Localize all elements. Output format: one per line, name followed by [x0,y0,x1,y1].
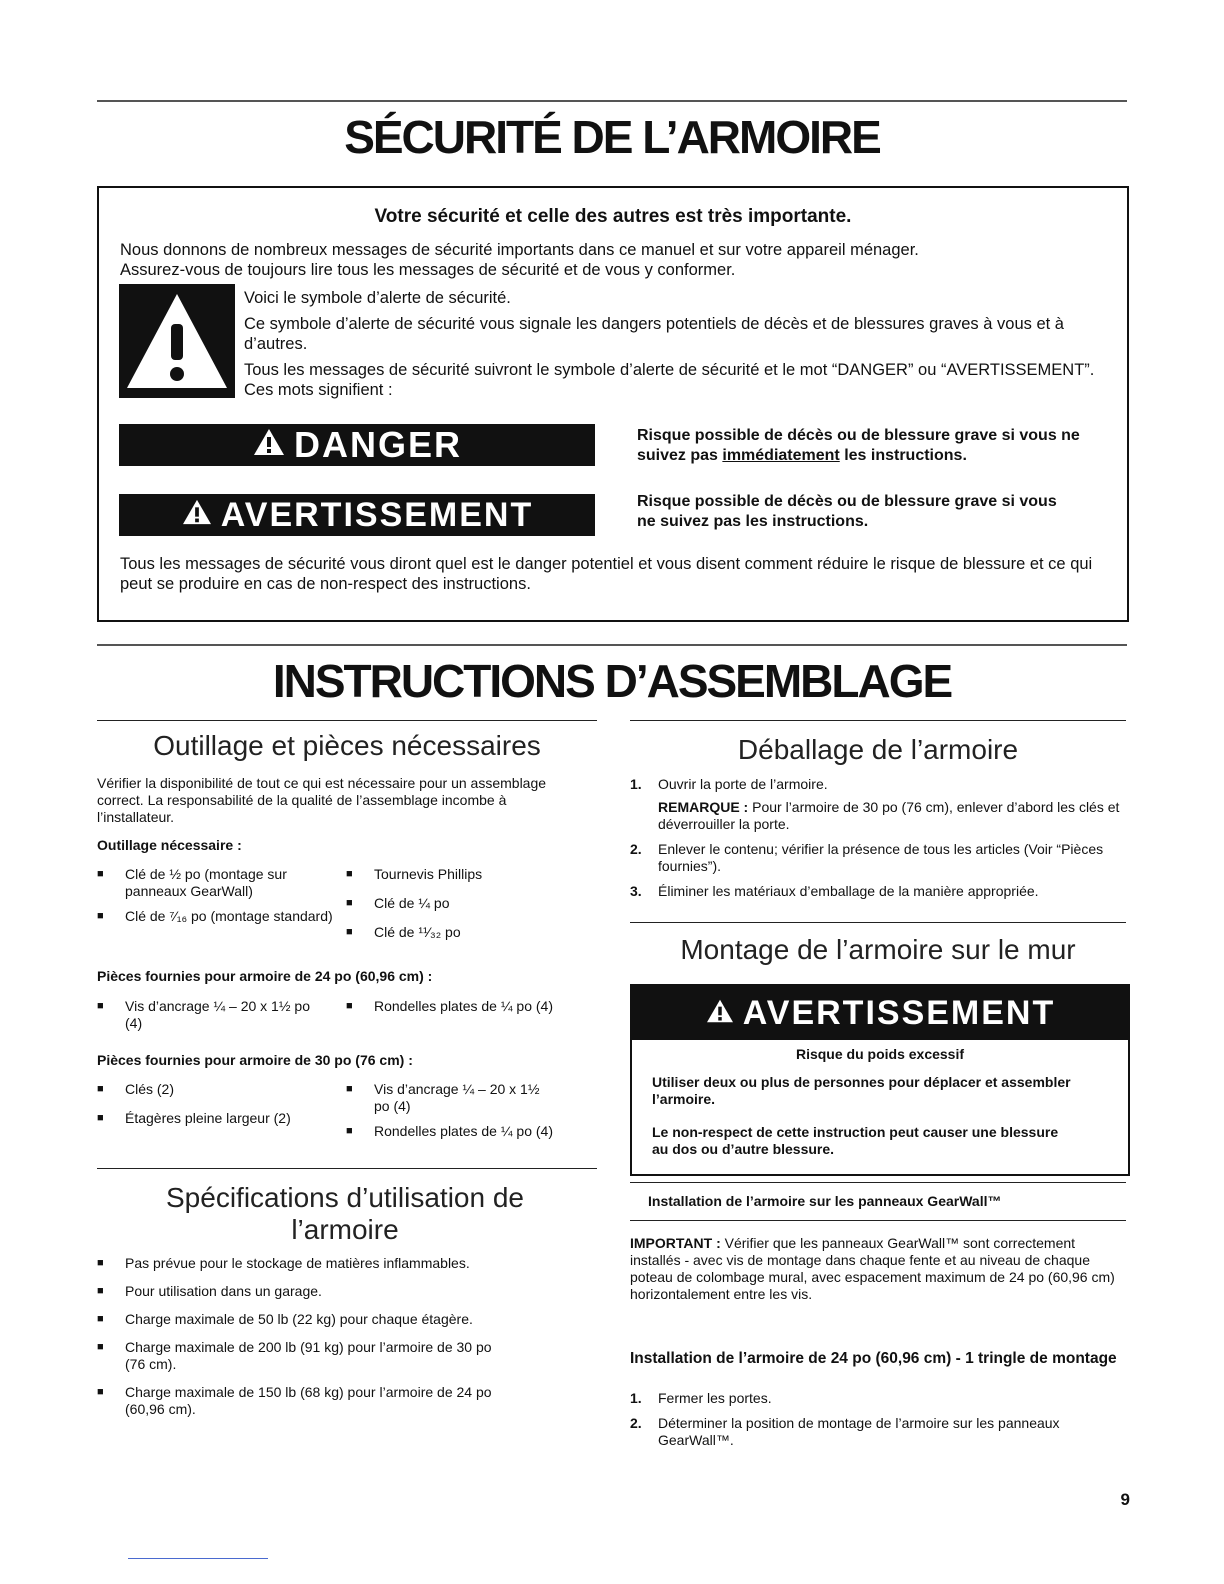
parts24-right-list [346,998,606,1023]
step-text: Déterminer la position de montage de l’armoire sur les panneaux GearWall™. [658,1415,1060,1448]
danger-desc-part-b: les instructions. [839,447,967,464]
warning-description: Risque possible de décès ou de blessure grave si vous ne suivez pas les instructions. [637,493,1057,530]
list-item [630,1415,1100,1449]
top-rule [97,100,1127,102]
install-steps [630,1390,1100,1457]
note-text: Pour l’armoire de 30 po (76 cm), enlever d’abord les clés et déverrouiller la porte. [658,799,1120,832]
warning-alert-icon [181,496,213,535]
mount-warning-box [630,984,1130,1176]
gearwall-heading: Installation de l’armoire sur les panneaux GearWall™ [648,1193,1002,1209]
symbol-text-2: Ce symbole d’alerte de sécurité vous signale les dangers potentiels de décès et de blessures graves à vous et à d’autres. [244,315,1064,353]
assembly-title: INSTRUCTIONS D’ASSEMBLAGE [272,655,952,707]
risk-text-1: Utiliser deux ou plus de personnes pour déplacer et assembler l’armoire. [652,1074,1071,1107]
danger-desc-part-a: Risque possible de décès ou de blessure grave si vous ne suivez pas [637,427,1080,464]
step-number: 2. [630,1415,642,1431]
list-item [630,776,1126,833]
step-number: 1. [630,1390,642,1406]
page-number: 9 [1120,1490,1130,1509]
note-label: REMARQUE : [658,799,749,815]
tools-right-list [346,866,586,949]
step-number: 2. [630,841,642,857]
tools-label: Outillage nécessaire : [97,837,242,853]
specs-list [97,1255,577,1426]
specs-heading: Spécifications d’utilisation de l’armoire [166,1182,524,1245]
list-item: ■ Clé de ¼ po [346,895,586,912]
assembly-rule [97,644,1127,646]
list-item: ■ Charge maximale de 50 lb (22 kg) pour chaque étagère. [97,1311,577,1328]
warning-banner [119,494,595,536]
step-text: Enlever le contenu; vérifier la présence de tous les articles (Voir “Pièces fournies”). [658,841,1104,874]
list-item: ■ Vis d’ancrage ¼ – 20 x 1½ po (4) [97,998,315,1032]
important-label: IMPORTANT : [630,1235,721,1251]
list-item: ■ Pas prévue pour le stockage de matières inflammables. [97,1255,577,1272]
install24-heading: Installation de l’armoire de 24 po (60,96 cm) - 1 tringle de montage [630,1350,1117,1367]
unpack-rule [630,720,1126,721]
parts30-right-list [346,1081,606,1148]
symbol-text-3: Tous les messages de sécurité suivront le symbole d’alerte de sécurité et le mot “DANGER” ou “AVERTISSEMENT”. Ces mots signifient : [244,361,1095,399]
step-number: 3. [630,883,642,899]
danger-desc-underlined: immédiatement [722,447,840,464]
list-item: ■ Clé de ⁷⁄₁₆ po (montage standard) [97,908,337,925]
tools-left-list [97,866,337,933]
danger-alert-icon [252,424,286,466]
danger-label: DANGER [293,424,462,465]
mount-rule [630,922,1126,923]
list-item [630,883,1126,900]
safety-intro-2: Assurez-vous de toujours lire tous les messages de sécurité et de vous y conformer. [120,261,736,279]
safety-footer: Tous les messages de sécurité vous diront quel est le danger potentiel et vous disent comment réduire le risque de blessure et ce qui peut se produire en cas de non-respect des instructions. [120,555,1093,593]
list-item: ■ Pour utilisation dans un garage. [97,1283,577,1300]
safety-intro-1: Nous donnons de nombreux messages de sécurité importants dans ce manuel et sur votre appareil ménager. [120,241,919,259]
list-item: ■ Charge maximale de 150 lb (68 kg) pour l’armoire de 24 po (60,96 cm). [97,1384,505,1418]
footer-link-rule [128,1558,268,1559]
list-item: ■ Charge maximale de 200 lb (91 kg) pour l’armoire de 30 po (76 cm). [97,1339,505,1373]
list-item: ■ Clé de ½ po (montage sur panneaux GearWall) [97,866,337,900]
list-item: ■ Rondelles plates de ¼ po (4) [346,1123,606,1140]
gearwall-rule-top [630,1182,1126,1183]
list-item [630,841,1126,875]
parts30-left-list [97,1081,337,1135]
unpack-note [658,799,1126,833]
safety-alert-symbol-icon [119,284,235,398]
tools-heading: Outillage et pièces nécessaires [153,730,541,761]
list-item: ■ Clé de ¹¹⁄₃₂ po [346,924,586,941]
parts24-left-list [97,998,337,1040]
important-text [630,1235,1122,1303]
unpack-steps [630,776,1126,908]
safety-box [97,186,1129,622]
list-item: ■ Vis d’ancrage ¼ – 20 x 1½ po (4) [346,1081,554,1115]
step-text: Ouvrir la porte de l’armoire. [658,776,828,792]
specs-rule [97,1168,597,1169]
list-item: ■ Rondelles plates de ¼ po (4) [346,998,606,1015]
mount-warning-alert-icon [705,994,735,1033]
symbol-text-1: Voici le symbole d’alerte de sécurité. [244,289,511,307]
warning-label: AVERTISSEMENT [220,495,534,534]
tools-rule [97,720,597,721]
step-text: Fermer les portes. [658,1390,772,1406]
unpack-heading: Déballage de l’armoire [737,734,1019,765]
risk-title: Risque du poids excessif [795,1046,965,1062]
step-number: 1. [630,776,642,792]
mount-heading: Montage de l’armoire sur le mur [680,934,1076,965]
safety-title: SÉCURITÉ DE L’ARMOIRE [344,111,880,163]
list-item [630,1390,1100,1407]
danger-banner [119,424,595,466]
list-item: ■ Étagères pleine largeur (2) [97,1110,337,1127]
list-item: ■ Clés (2) [97,1081,337,1098]
mount-warning-label: AVERTISSEMENT [742,993,1056,1032]
parts30-label: Pièces fournies pour armoire de 30 po (76 cm) : [97,1052,413,1068]
danger-description [637,426,1117,466]
risk-text-2: Le non-respect de cette instruction peut causer une blessure au dos ou d’autre blessure. [652,1124,1059,1157]
important-body: Vérifier que les panneaux GearWall™ sont correctement installés - avec vis de montage dans chaque fente et au niveau de chaque poteau de colombage mural, avec espacement maximum de 24 po (60,96 cm) horizontalement entre les vis. [630,1235,1115,1302]
safety-subtitle: Votre sécurité et celle des autres est très importante. [374,206,852,227]
gearwall-rule-bottom [630,1220,1126,1221]
step-text: Éliminer les matériaux d’emballage de la manière appropriée. [658,883,1039,899]
parts24-label: Pièces fournies pour armoire de 24 po (60,96 cm) : [97,968,433,984]
list-item: ■ Tournevis Phillips [346,866,586,883]
mount-warning-banner [632,986,1128,1040]
tools-intro: Vérifier la disponibilité de tout ce qui est nécessaire pour un assemblage correct. La responsabilité de la qualité de l’assemblage incombe à l’installateur. [97,775,547,825]
